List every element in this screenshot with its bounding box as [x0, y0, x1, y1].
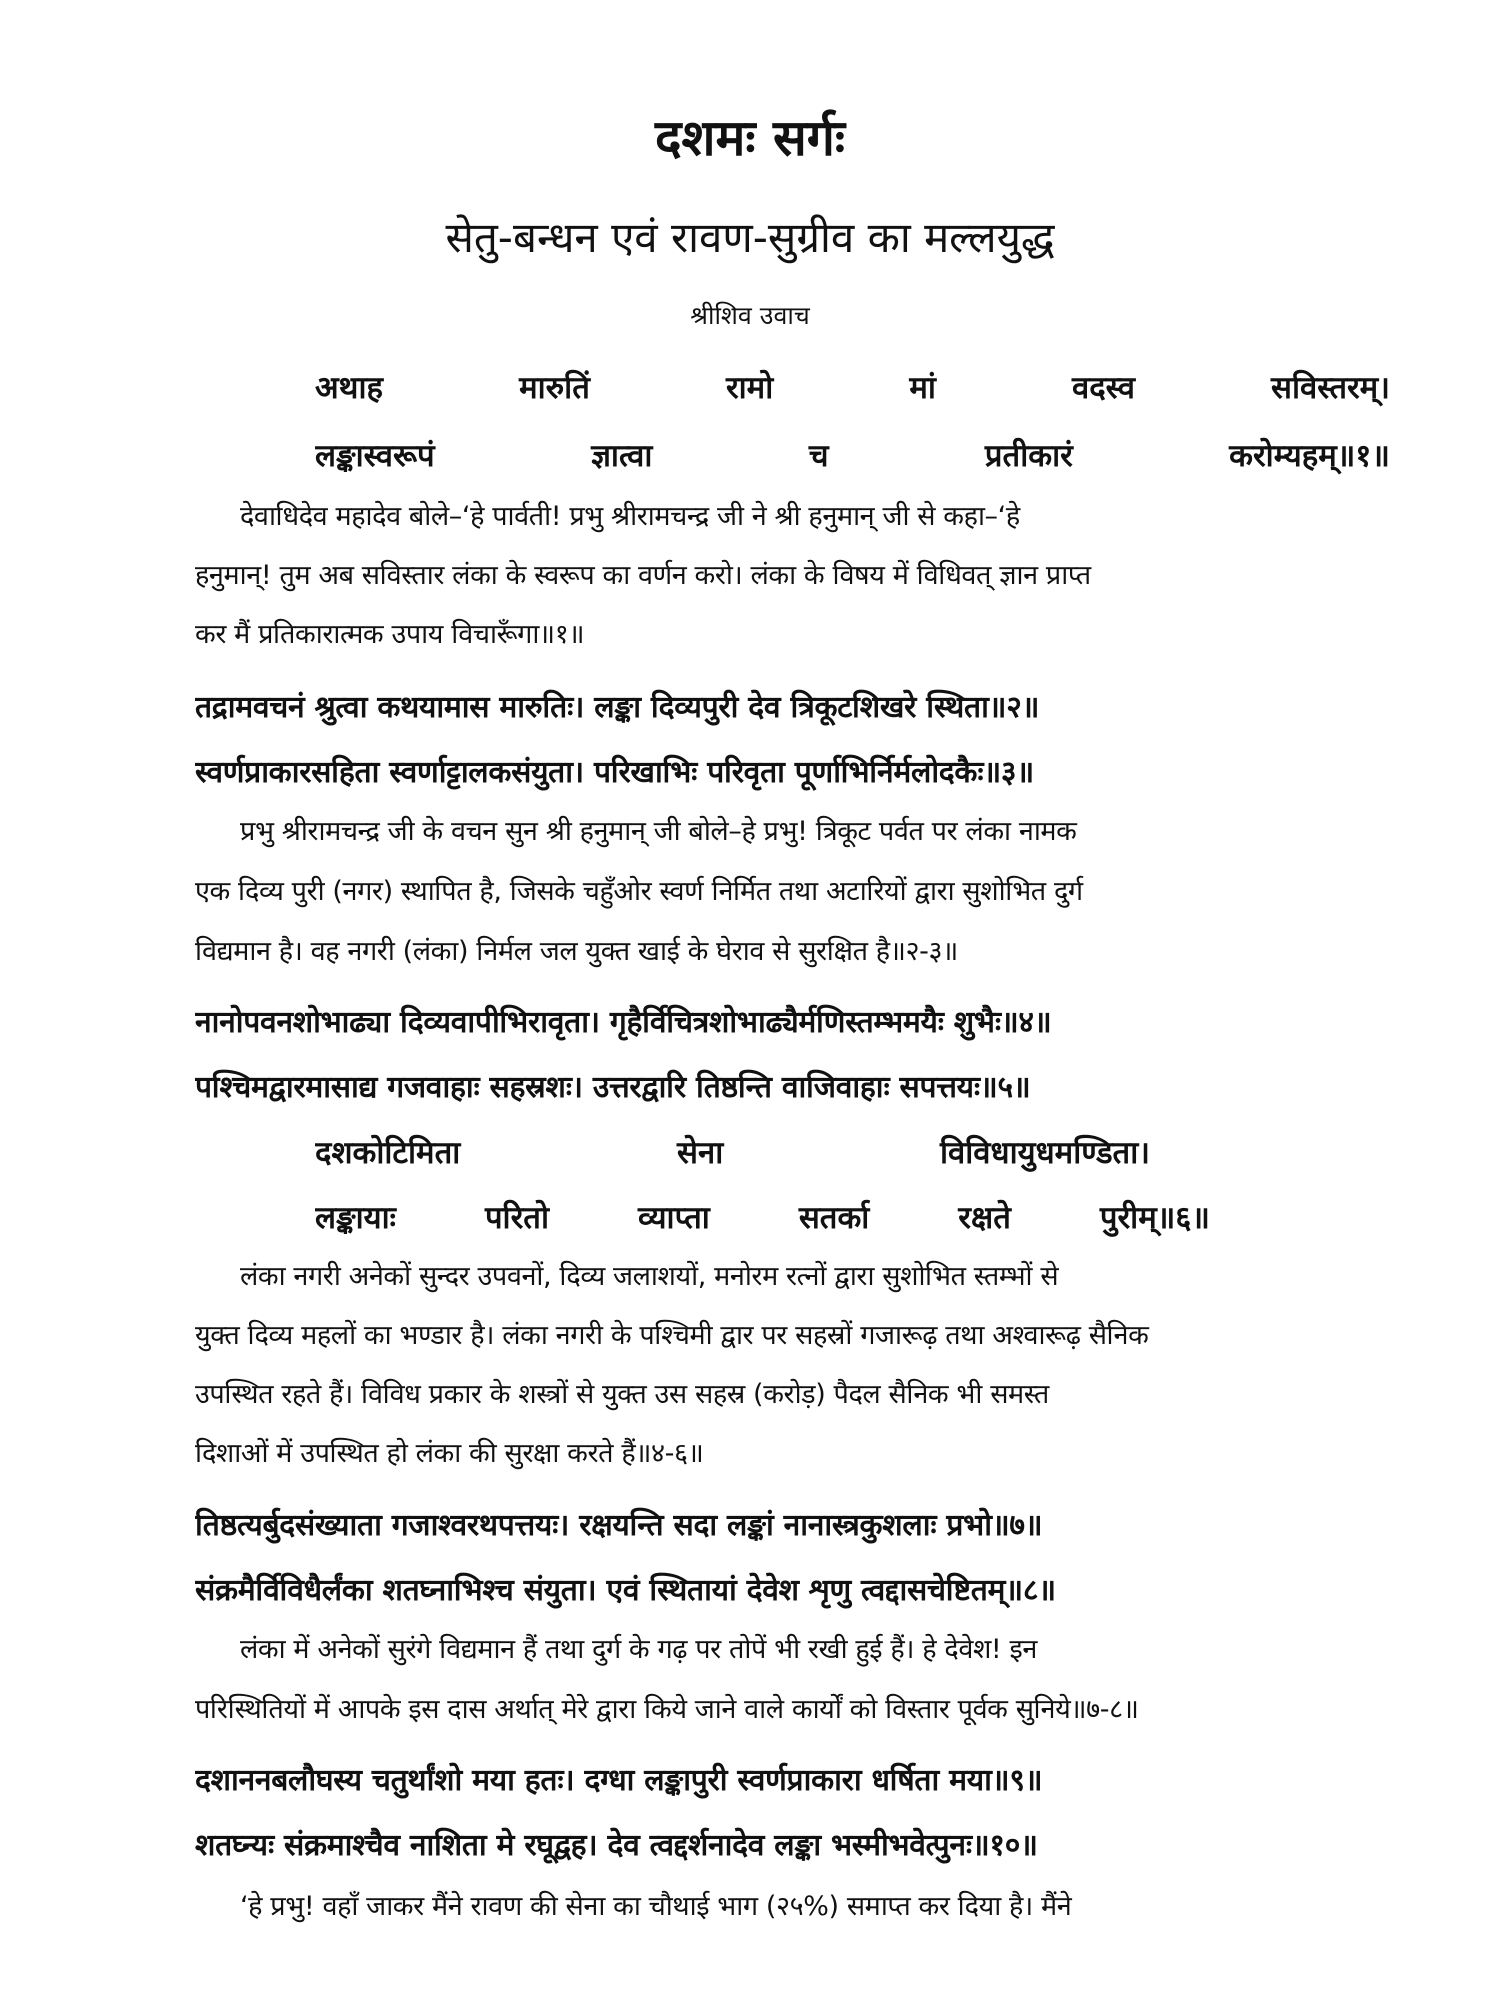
verse-line: दशाननबलौघस्य चतुर्थांशो मया हतः। दग्धा लङ्कापुरी स्वर्णप्राकारा धर्षिता मया॥९॥: [195, 1763, 1043, 1798]
verse-word: सविस्तरम्।: [1271, 370, 1390, 406]
prose-line: परिस्थितियों में आपके इस दास अर्थात् मेरे द्वारा किये जाने वाले कार्यों को विस्तार पूर्वक सुनिये॥७-८॥: [195, 1694, 1139, 1725]
verse-word: व्याप्ता: [637, 1200, 710, 1236]
prose-line: देवाधिदेव महादेव बोले–‘हे पार्वती! प्रभु श्रीरामचन्द्र जी ने श्री हनुमान् जी से कहा–‘हे: [240, 501, 1020, 532]
verse-line: स्वर्णप्राकारसहिता स्वर्णाट्टालकसंयुता। परिखाभिः परिवृता पूर्णाभिर्निर्मलोदकैः॥३॥: [195, 755, 1034, 790]
verse-word: मारुतिं: [519, 370, 590, 406]
verse-word: रक्षते: [958, 1200, 1011, 1236]
verse-word: करोम्यहम्॥१॥: [1229, 438, 1390, 474]
verse-line: संक्रमैर्विविधैर्लंका शतघ्नाभिश्च संयुता। एवं स्थितायां देवेश शृणु त्वद्दासचेष्टितम्॥८॥: [195, 1573, 1056, 1608]
verse-line: पश्चिमद्वारमासाद्य गजवाहाः सहस्रशः। उत्तरद्वारि तिष्ठन्ति वाजिवाहाः सपत्तयः॥५॥: [195, 1070, 1031, 1105]
prose-line: एक दिव्य पुरी (नगर) स्थापित है, जिसके चहुँओर स्वर्ण निर्मित तथा अटारियों द्वारा सुशोभित दुर्ग: [195, 876, 1083, 907]
verse-word: सतर्का: [798, 1200, 870, 1236]
prose-line: विद्यमान है। वह नगरी (लंका) निर्मल जल युक्त खाई के घेराव से सुरक्षित है॥२-३॥: [195, 936, 958, 967]
verse-word: अथाह: [315, 370, 383, 406]
prose-line: दिशाओं में उपस्थित हो लंका की सुरक्षा करते हैं॥४-६॥: [195, 1438, 704, 1469]
verse-line: [315, 360, 1390, 416]
verse-line: शतघ्न्यः संक्रमाश्चैव नाशिता मे रघूद्वह। देव त्वद्दर्शनादेव लङ्का भस्मीभवेत्पुनः॥१०॥: [195, 1828, 1038, 1863]
verse-word: प्रतीकारं: [984, 438, 1073, 474]
prose-line: कर मैं प्रतिकारात्मक उपाय विचारूँगा॥१॥: [195, 619, 585, 650]
verse-line: [315, 1190, 1210, 1246]
verse-word: रामो: [725, 370, 774, 406]
verse-line: तिष्ठत्यर्बुदसंख्याता गजाश्वरथपत्तयः। रक्षयन्ति सदा लङ्कां नानास्त्रकुशलाः प्रभो॥७॥: [195, 1508, 1043, 1543]
verse-word: लङ्कास्वरूपं: [315, 438, 435, 474]
verse-line: नानोपवनशोभाढ्या दिव्यवापीभिरावृता। गृहैर्विचित्रशोभाढ्यैर्मणिस्तम्भमयैः शुभैः॥४॥: [195, 1005, 1052, 1040]
prose-line: लंका में अनेकों सुरंगे विद्यमान हैं तथा दुर्ग के गढ़ पर तोपें भी रखी हुई हैं। हे देवेश! इन: [240, 1634, 1037, 1665]
verse-word: परितो: [484, 1200, 549, 1236]
verse-line: [315, 428, 1390, 484]
speaker-heading: श्रीशिव उवाच: [690, 301, 810, 330]
verse-word: विविधायुधमण्डिता।: [940, 1135, 1150, 1171]
verse-line: [315, 1125, 1150, 1181]
verse-word: च: [808, 438, 829, 474]
verse-word: लङ्कायाः: [315, 1200, 396, 1236]
verse-word: सेना: [677, 1135, 724, 1171]
prose-line: उपस्थित रहते हैं। विविध प्रकार के शस्त्रों से युक्त उस सहस्र (करोड़) पैदल सैनिक भी समस्त: [195, 1379, 1049, 1410]
verse-word: ज्ञात्वा: [591, 438, 653, 474]
verse-line: तद्रामवचनं श्रुत्वा कथयामास मारुतिः। लङ्का दिव्यपुरी देव त्रिकूटशिखरे स्थिता॥२॥: [195, 690, 1040, 725]
verse-word: मां: [909, 370, 936, 406]
prose-line: प्रभु श्रीरामचन्द्र जी के वचन सुन श्री हनुमान् जी बोले–हे प्रभु! त्रिकूट पर्वत पर लंका नामक: [240, 816, 1077, 847]
prose-line: युक्त दिव्य महलों का भण्डार है। लंका नगरी के पश्चिमी द्वार पर सहस्रों गजारूढ़ तथा अश्वारूढ़ सैनिक: [195, 1320, 1149, 1351]
verse-word: वदस्व: [1071, 370, 1135, 406]
chapter-title: दशमः सर्गः: [654, 109, 845, 167]
prose-line: ‘हे प्रभु! वहाँ जाकर मैंने रावण की सेना का चौथाई भाग (२५%) समाप्त कर दिया है। मैंने: [240, 1891, 1072, 1922]
chapter-subtitle: सेतु-बन्धन एवं रावण-सुग्रीव का मल्लयुद्ध: [445, 213, 1055, 262]
verse-word: पुरीम्॥६॥: [1099, 1200, 1210, 1236]
verse-word: दशकोटिमिता: [315, 1135, 461, 1171]
prose-line: लंका नगरी अनेकों सुन्दर उपवनों, दिव्य जलाशयों, मनोरम रत्नों द्वारा सुशोभित स्तम्भों से: [240, 1261, 1059, 1292]
prose-line: हनुमान्! तुम अब सविस्तार लंका के स्वरूप का वर्णन करो। लंका के विषय में विधिवत् ज्ञान प्राप्त: [195, 560, 1091, 591]
